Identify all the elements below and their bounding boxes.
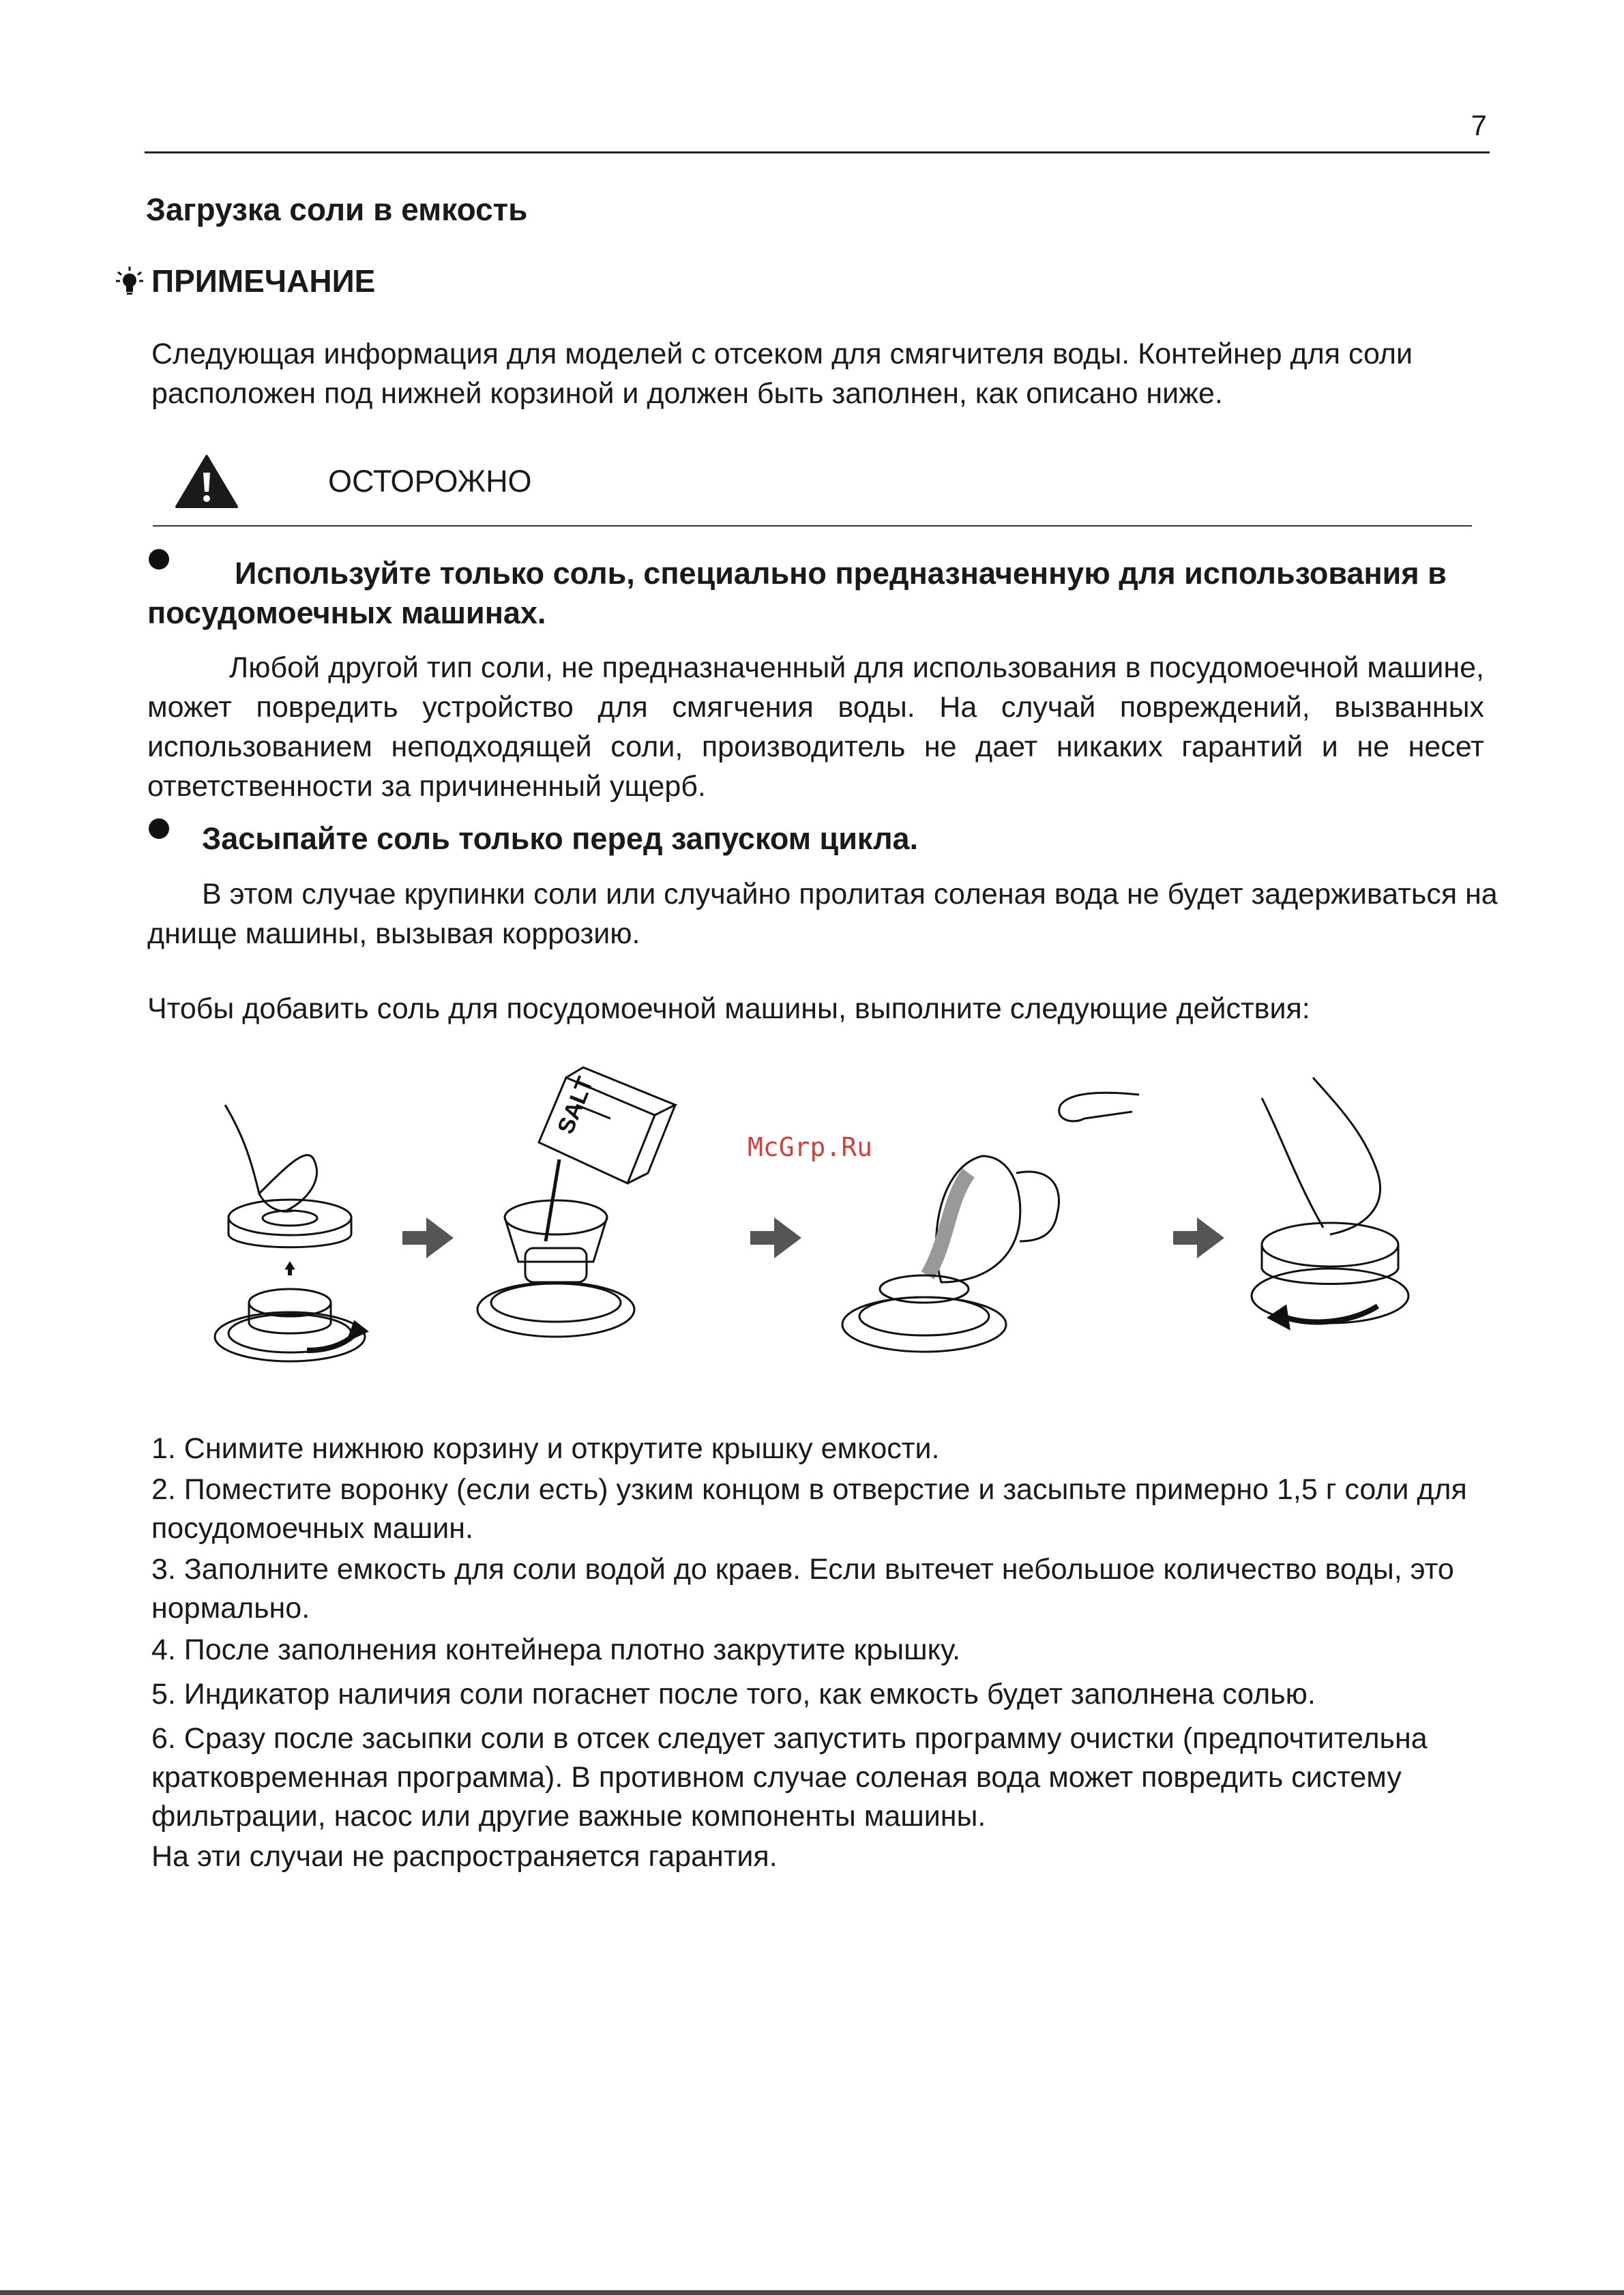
section-title: Загрузка соли в емкость	[146, 192, 528, 227]
warning-heading	[174, 454, 532, 509]
note-text: Следующая информация для моделей с отсеком для смягчителя воды. Контейнер для соли расположен под нижней корзиной и должен быть заполнен, как описано ниже.	[151, 338, 1413, 410]
intro-text: Чтобы добавить соль для посудомоечной машины, выполните следующие действия:	[147, 992, 1310, 1025]
bullet2-text: В этом случае крупинки соли или случайно пролитая соленая вода не будет задерживаться на днище машины, вызывая коррозию.	[147, 878, 1498, 950]
header-divider	[145, 151, 1490, 153]
bullet-dot	[149, 818, 169, 839]
step4-drawing	[1252, 1078, 1408, 1329]
note-label: ПРИМЕЧАНИЕ	[151, 263, 376, 299]
warning-label: ОСТОРОЖНО	[328, 464, 532, 499]
step-item: 1. Снимите нижнюю корзину и открутите крышку емкости.	[151, 1432, 940, 1465]
step-item: 3. Заполните емкость для соли водой до краев. Если вытечет небольшое количество воды, это нормально.	[151, 1553, 1454, 1625]
steps-list	[151, 1430, 1505, 1838]
step-item: 5. Индикатор наличия соли погаснет после того, как емкость будет заполнена солью.	[151, 1678, 1316, 1711]
step-item: 6. Сразу после засыпки соли в отсек следует запустить программу очистки (предпочтительна кратковременная программа). В противном случае соленая вода может повредить систему фильтрации, насос или другие важные компоненты машины.	[151, 1722, 1428, 1833]
warning-triangle-icon	[174, 454, 239, 509]
bullet1-heading: Используйте только соль, специально предназначенную для использования в посудомоечных машинах.	[147, 556, 1447, 630]
step3-drawing	[842, 1093, 1139, 1352]
bullet1-text: Любой другой тип соли, не предназначенный для использования в посудомоечной машине, может повредить устройство для смягчения воды. На случай повреждений, вызванных использованием неподходящей соли, производитель не дает никаких гарантий и не несет ответственности за причиненный ущерб.	[147, 651, 1484, 803]
salt-pack-label: SALT	[552, 1073, 599, 1138]
watermark: McGrp.Ru	[748, 1132, 873, 1162]
page-bottom-edge	[0, 2290, 1624, 2295]
warranty-note: На эти случаи не распространяется гарантия.	[151, 1840, 778, 1873]
salt-refill-illustration	[205, 1064, 1446, 1378]
lightbulb-icon	[116, 266, 143, 296]
note-heading	[116, 263, 375, 299]
step-item: 4. После заполнения контейнера плотно закрутите крышку.	[151, 1633, 961, 1666]
bullet2-heading: Засыпайте соль только перед запуском цикла.	[202, 821, 919, 856]
step1-drawing	[215, 1105, 367, 1361]
step-item: 2. Поместите воронку (если есть) узким концом в отверстие и засыпьте примерно 1,5 г соли для посудомоечных машин.	[151, 1473, 1467, 1545]
warning-divider	[153, 525, 1472, 527]
page-number: 7	[1471, 109, 1487, 141]
